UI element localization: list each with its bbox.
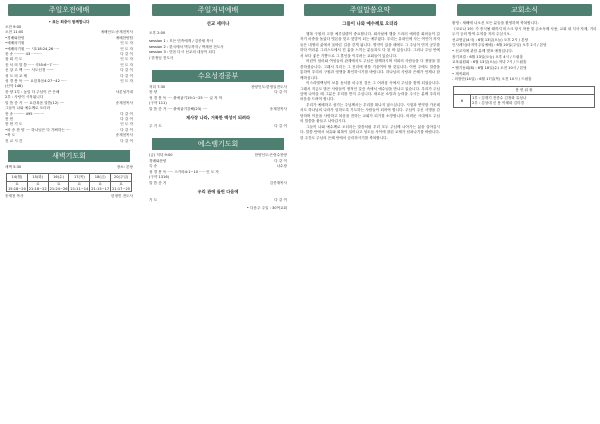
dawn-time: 새벽 5:30 — [5, 164, 22, 169]
sermon-paragraph: 그들이 나와 예수께로 오더라는 말씀처럼 우리 모두 주님께 나아가는 삶을 살아갑시다. 말씀 안에서 치유와 회복이 일어나고 성도들 사이에 참된 교제가 넘쳐나기를 바랍니다. 한 주간도 주님의 은혜 안에서 승리하시기를 축복합니다. — [300, 124, 440, 140]
wed-item-who: 찬양인도:한영일전도사 — [251, 85, 287, 90]
order-item-label: 성 도 의 교 제 — [5, 73, 27, 78]
wed-item-who: 다 같 이 — [274, 90, 287, 95]
prayer-item-who: 다 같 이 — [274, 158, 287, 163]
friday-note: • 다음주 주일 : 30여교회 — [246, 206, 287, 211]
offering-committee-table — [453, 86, 595, 108]
friday-order-list — [144, 153, 292, 185]
order-item-who: 다 같 이 — [120, 52, 133, 57]
prayer-item — [144, 181, 292, 186]
dawn-leader-2: 한정민 전도사 — [111, 194, 133, 199]
order-item-who: 예배인도:송재천목사 — [100, 30, 133, 35]
order-item-who: 다 같 이 — [120, 73, 133, 78]
order-item-who: 인 도 자 — [120, 46, 133, 51]
session-item-label: session 3 : 믿음 다시 선교의 대상이 되다 — [149, 50, 216, 55]
sermon-paragraph: 이스라엘백성이 보통 동서를 마주친 것은 그 어려움 속에서 주님을 찾게 되었습니다. 그래서 지금도 많은 사람들이 영적인 갈증 속에서 예수님을 만나고 있습니다. 우리가 주님 앞에 나아올 때 그분은 우리를 반겨 주십니다. 새로운 소망과 능력을 주시는 분께 우리의 마음을 드려야 합니다. — [300, 81, 440, 102]
news-item: 교육위원회 : 6월 13일(오늘) 저녁 7시 / 드림홀 — [452, 60, 527, 65]
order-item-who: 예배찬양팀 — [115, 35, 133, 40]
news-item: 인사례식(마지막주일예배) : 6월 20일(주일) 오후 2시 / 본당 — [452, 43, 547, 48]
dawn-prayer-header: 새벽기도회 — [8, 150, 130, 162]
order-item-label: 찬 양 1부 : 높임 다 주님이 큰 은혜 — [5, 89, 60, 94]
order-item-label: 말 씀 증 거 ···· 요한복음 말씀(12) ···· — [5, 100, 65, 105]
dawn-day-cell: 16(수) — [48, 174, 69, 182]
offering-week: 6 — [454, 94, 471, 107]
dawn-text-cell: 요21:11~14 — [70, 182, 89, 192]
sermon-summary-header: 주일말씀요약 — [304, 4, 436, 16]
wed-item-label: 찬 양 — [149, 90, 158, 95]
friday-closing-label: 기 도 — [149, 197, 158, 202]
seminar-time: 오후 2:00 — [149, 31, 166, 35]
wed-item-label: 말 씀 증 거 ···· 출애굽기강해(23) ···· — [149, 106, 208, 111]
offering-row-1: 1부 : 김재기 전종수 김정화 유성나 — [472, 95, 527, 100]
order-item-who: 인 도 자 — [120, 57, 133, 62]
order-item-label: 신 앙 고 백 ······ 사도신경 ······· — [5, 68, 55, 73]
wed-item-label: 성 경 봉 독 ···· 출애굽기19:1~25 ···· 글 자 막 — [149, 95, 223, 100]
church-news-header: 교회소식 — [457, 4, 592, 16]
order-item-label: 성 경 봉 독 ····· 요한복음4:27~42 ····· — [5, 79, 67, 84]
order-item-who: 인 도 자 — [120, 122, 133, 127]
column-sermon-summary — [296, 0, 444, 424]
friday-sermon-title: 우리 관에 들린 다음에 — [197, 188, 239, 194]
order-item-label: (신약 148) — [5, 84, 23, 89]
wed-item-label: (구약 111) — [149, 101, 167, 106]
dawn-leader-1: 송재천 목사 — [5, 194, 24, 199]
wed-item-label: 저녁 7:30 — [149, 85, 166, 90]
order-item-label: 오전 9:00 — [5, 25, 22, 29]
order-item-who: 인 도 자 — [120, 41, 133, 46]
dawn-text-cell: 요21:24~26 — [49, 182, 68, 192]
order-item-label: 2부 : 사랑이 시작됩니다 — [5, 95, 44, 100]
order-item-who: 다 같 이 — [120, 68, 133, 73]
column-church-news — [449, 0, 600, 424]
session-item — [144, 56, 292, 61]
wednesday-closing-who: 다 같 이 — [274, 124, 287, 129]
news-list — [449, 21, 600, 83]
wed-item-who: 송재천목사 — [269, 106, 287, 111]
order-item-label: 그들이 나와 예수께로 오더라 — [5, 106, 51, 111]
sermon-paragraph: 행복 구원의 고장 예루살렘이 중요합니다. 회사날에 행을 드리러 예비한 회의들이 갑자기 마중을 돌았다 엿몬을 맞고 헛맘이 되는 예부였다. 우리는 유내인에 사는 여인이 자자들은 내생의 삶에서 올바른 길을 걷게 됩니다. 명약이 있을 때에도 그 주님이 먼저 공부를 하다 여러분 그리스도에서 진 흉을 느끼는 분들과도 다 된 바 있습니다. 그러나 주님 안에서 보다 좋은 기쁨으로 그 혼인을 이루려는 교회들이 있습니다. — [300, 32, 440, 58]
order-item-who: 다 같 이 — [120, 138, 133, 143]
wednesday-sermon-title: 제사장 나라, 거룩한 백성이 되려라 — [185, 115, 251, 121]
dawn-text-cell: 요15:18~20 — [7, 182, 26, 192]
order-item-label: •예배의기원 — [5, 41, 25, 46]
news-item: • 재직회의 — [452, 71, 470, 76]
dawn-schedule-table — [6, 173, 132, 192]
column-sunday-morning — [0, 0, 138, 424]
news-item: 장기표결 : 6월 13일(오늘) 오후 4시 / 드림홀 — [452, 54, 523, 59]
dawn-text-cell: 요21:17~25 — [112, 182, 131, 192]
order-item-label: •경배와찬양 — [5, 35, 25, 40]
dawn-day-cell: 17(목) — [69, 174, 90, 182]
wed-item — [144, 107, 292, 112]
prayer-item-who: 찬양인도:은랑수찬양 — [254, 153, 287, 158]
news-item: - 의장단(14일) : 6월 17일(목) 오전 10시 / 드림홀 — [452, 77, 532, 82]
news-item: 선교헌금(4시) : 6월 13일(오늘) 오후 2시 / 본당 — [452, 37, 529, 42]
seminar-title: 선교 세미나 — [206, 22, 230, 27]
order-item-label: •축 도 — [5, 133, 16, 138]
dawn-day-cell: 14(월) — [7, 174, 28, 182]
dawn-day-cell: 15(화) — [27, 174, 48, 182]
dawn-day-cell: 18(금) — [90, 174, 111, 182]
order-item-who: 인 도 자 — [120, 79, 133, 84]
order-item-label: 오전 11:00 — [5, 30, 24, 35]
worship-order-list — [0, 25, 138, 144]
prayer-item-who: 김종재목사 — [269, 180, 287, 185]
order-item-label: 봉 헌 — [5, 116, 14, 121]
order-item-who: 인 도 자 — [120, 62, 133, 67]
banner-note: • 표는 회중이 함께합니다 — [48, 20, 90, 24]
prayer-item-label: 특 송 — [149, 164, 158, 169]
sunday-morning-header: 주일오전예배 — [8, 4, 130, 16]
order-item-label: 참 회 기 도 — [5, 57, 23, 62]
prayer-item-label: (구약 1316) — [149, 175, 170, 180]
dawn-text-cell: 요21:15~17 — [91, 182, 110, 192]
order-item-who: 샤론성가대 — [115, 89, 133, 94]
news-item: 《코로나 19》가 종식될 때까지 미스크 항시 착용 및 손소독제 사용, 교회 내 식사 자제, 거리두기 등의 방역 수칙을 지켜 주십시오. — [452, 26, 597, 36]
order-item-label: 찬 송 ········· 495 ········· — [5, 111, 44, 116]
column-sunday-evening — [144, 0, 292, 424]
order-item-label: •예배의기원 ···· 시118:24,26 ···· — [5, 46, 59, 51]
news-item: • 신교지에 관한 분께 발표 예정입니다. — [452, 49, 514, 54]
session-list — [144, 39, 292, 61]
offering-table-header: 봉 헌 위 원 — [454, 86, 595, 94]
order-item-who: 송재천목사 — [115, 133, 133, 138]
order-item-label: 찬 송 ········· 43 ········· — [5, 52, 42, 57]
dawn-text-cell: 요21:18~22 — [28, 182, 47, 192]
order-item-label: 봉 헌 기 도 — [5, 122, 23, 127]
prayer-item-label: 경배와찬양 — [149, 158, 167, 163]
wednesday-study-header: 수요성경공부 — [152, 70, 284, 82]
order-item-who: 송재천목사 — [115, 100, 133, 105]
order-item-label: •파 송 찬 양 ···· 하나님은 다 기뻐하는 ···· — [5, 127, 71, 132]
news-item: • 헬기동회(8) : 6월 18일(수) 오전 10시 / 본당 — [452, 66, 527, 71]
session-item-label: session 1 : 모든 민족에게 / 김종세 목사 — [149, 39, 214, 44]
order-item-who: 다 같 이 — [120, 127, 133, 132]
session-item-label: / 한정임 전도사 — [149, 55, 174, 60]
prayer-item-label: 성 경 봉 독 ····· 스가랴4:1~10 ····· 인 도 자 — [149, 169, 219, 174]
offering-row-2: 2부 : 김상대 신 용 이혜화 김미경 — [472, 100, 525, 105]
friday-prayer-header: 예스램기도회 — [152, 138, 284, 150]
wednesday-closing-label: 주 기 도 — [149, 124, 162, 129]
dawn-place: 장소: 본당 — [116, 164, 133, 169]
wednesday-order-list — [144, 85, 292, 112]
prayer-item-who: 나수장 — [276, 164, 287, 169]
dawn-day-cell: 20(주일) — [111, 174, 132, 182]
sunday-evening-header: 주일저녁예배 — [152, 4, 284, 16]
order-item-label: 친 교 시 간 — [5, 138, 23, 143]
sermon-paragraph: 우리가 예배하고 섬기는 주님께서는 우리를 떠나지 않으십니다. 시험과 연약함 가운데서도 하나님의 나라가 임하도록 기도하는 사람들이 되어야 합니다. 주님이 주신 사명을 감당하며 이웃을 사랑하고 복음을 전하는 교회가 되기를 소망합니다. 어려운 시대에도 주님의 말씀을 붙들고 나아갑시다. — [300, 102, 440, 124]
order-item-label: 응 서 의 말 씀 ····· 시55:6~7 ····· — [5, 62, 59, 67]
order-item-who: 다 같 이 — [120, 111, 133, 116]
prayer-item-label: (금) 저녁 9:00 — [149, 153, 173, 158]
session-item-label: session 2 : 한국에서 벽두까지 / 박재현 전도사 — [149, 44, 224, 49]
sermon-title: 그들이 나와 예수께로 오더라 — [342, 22, 398, 27]
sermon-body — [296, 32, 444, 141]
friday-closing-who: 다 같 이 — [274, 197, 287, 202]
order-item — [0, 139, 138, 144]
prayer-item-label: 말 씀 증 거 — [149, 180, 167, 185]
news-item: 환영 : 새해에 나오신 모든 분들을 환영하며 축복합니다. — [452, 21, 539, 25]
order-item-who: 다 같 이 — [120, 116, 133, 121]
sermon-paragraph: 어린이 엄마와 여성들의 관계에서도 주님은 함께하시며 저희의 사람들을 다 정답을 말씀하셨습니다. 그래서 우리는 그 진리에 귀를 기울여야 할 것입니다. 이번 주에도 말씀을 통하여 우리의 구원과 영생을 확인하시기를 바랍니다. 하나님의 사랑과 은혜가 언제나 함께하십니다. — [300, 59, 440, 80]
